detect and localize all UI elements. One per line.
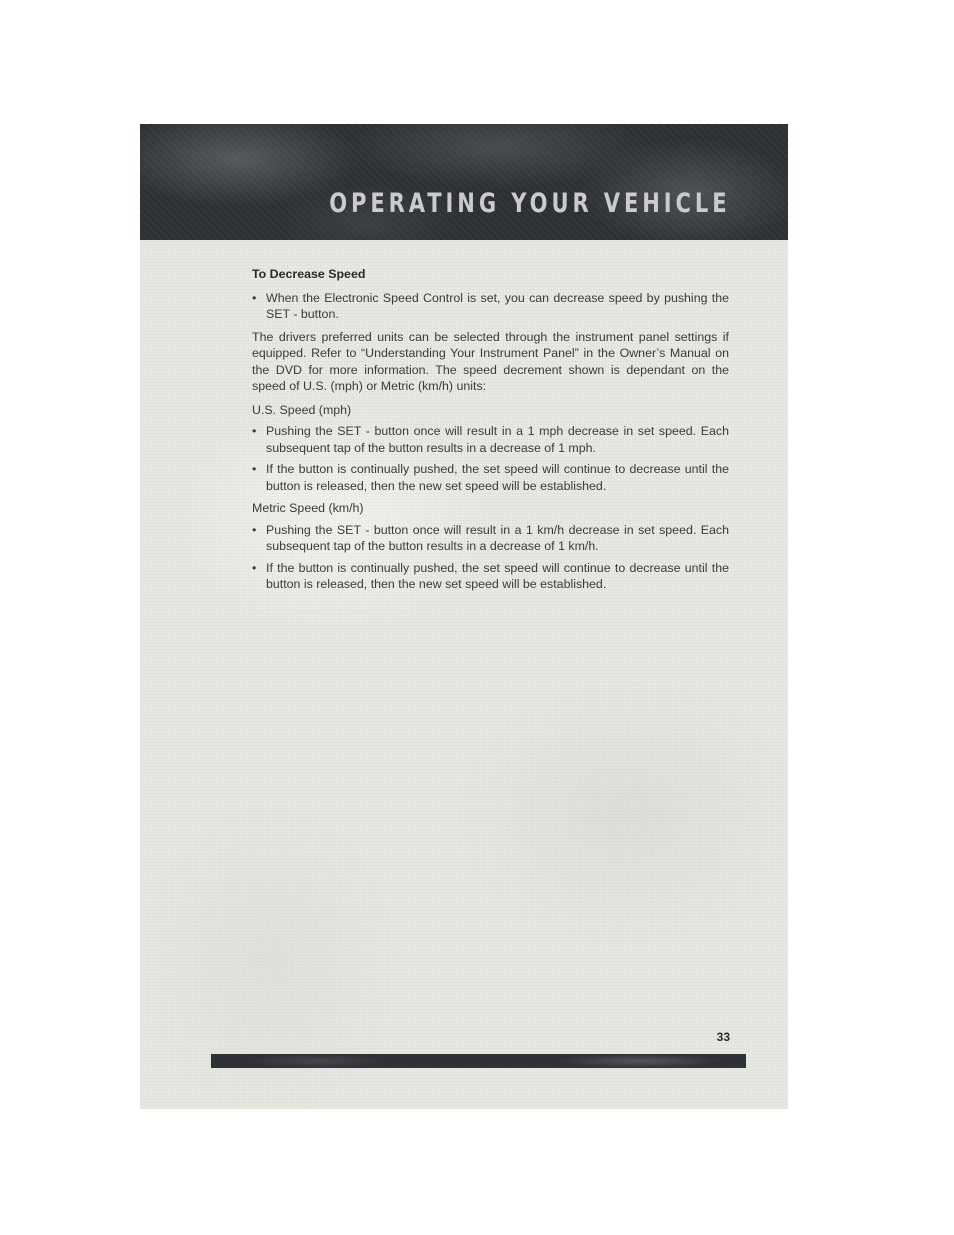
footer-bar bbox=[211, 1054, 746, 1068]
list-item bbox=[252, 423, 729, 456]
intro-bullet-list bbox=[252, 290, 729, 323]
bullet-icon: • bbox=[252, 560, 257, 575]
header-band bbox=[140, 124, 788, 240]
us-speed-heading: U.S. Speed (mph) bbox=[252, 402, 352, 417]
list-item-text: Pushing the SET - button once will result in a 1 km/h decrease in set speed. Each subsequent tap of the button results in a decrease of 1 km/h. bbox=[266, 522, 729, 553]
list-item-text: Pushing the SET - button once will result in a 1 mph decrease in set speed. Each subsequent tap of the button results in a decrease of 1 mph. bbox=[266, 424, 729, 455]
bullet-icon: • bbox=[252, 522, 257, 537]
list-item bbox=[252, 522, 729, 555]
manual-page bbox=[140, 124, 788, 1109]
section-heading: To Decrease Speed bbox=[252, 267, 366, 281]
us-speed-bullet-list bbox=[252, 423, 729, 494]
bullet-icon: • bbox=[252, 424, 257, 438]
bullet-icon: • bbox=[252, 462, 257, 476]
page-content bbox=[252, 266, 729, 598]
list-item bbox=[252, 290, 729, 323]
section-title: OPERATING YOUR VEHICLE bbox=[328, 188, 730, 219]
bullet-icon: • bbox=[252, 290, 257, 305]
list-item-text: If the button is continually pushed, the set speed will continue to decrease until the button is released, then the new set speed will be established. bbox=[266, 462, 729, 493]
page-number: 33 bbox=[716, 1030, 730, 1044]
list-item bbox=[252, 560, 729, 593]
list-item-text: If the button is continually pushed, the set speed will continue to decrease until the button is released, then the new set speed will be established. bbox=[266, 560, 729, 591]
list-item-text: When the Electronic Speed Control is set, you can decrease speed by pushing the SET - button. bbox=[266, 290, 729, 321]
metric-speed-heading: Metric Speed (km/h) bbox=[252, 501, 364, 515]
metric-speed-bullet-list bbox=[252, 522, 729, 593]
units-paragraph: The drivers preferred units can be selected through the instrument panel settings if equipped. Refer to “Understanding Your Instrument Panel” in the Owner’s Manual on the DVD for more information. The speed decrement shown is dependant on the speed of U.S. (mph) or Metric (km/h) units: bbox=[252, 329, 729, 393]
list-item bbox=[252, 461, 729, 494]
